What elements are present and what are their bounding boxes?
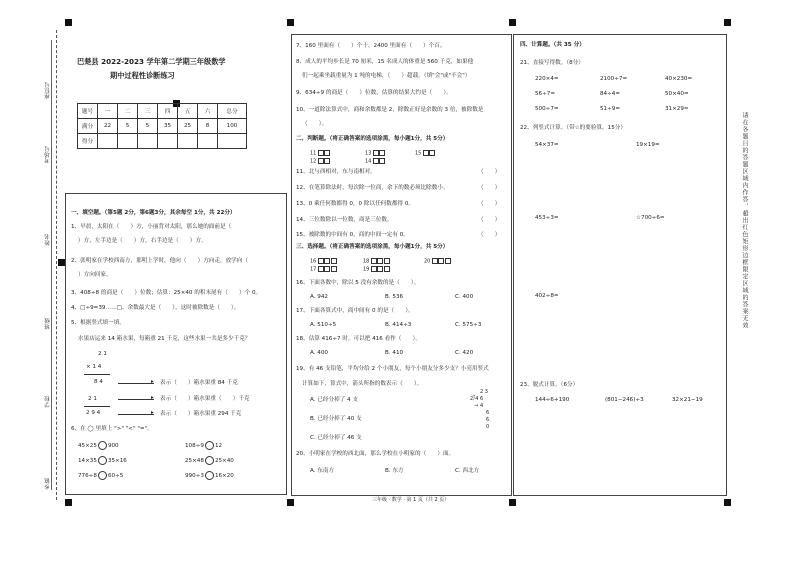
score-cell: 总分 [218, 104, 247, 119]
school-label: 学校 [45, 396, 51, 408]
bubble-box[interactable] [384, 266, 390, 272]
question-22: 22、列竖式计算。（带☆的要验算，15分） [520, 125, 626, 131]
section1-heading: 一、填空题。（第5题 2分，第6题3分，其余每空 1分，共 22分） [71, 210, 236, 216]
option: C. 已经分掉了 46 支 [310, 435, 362, 441]
judge-bracket: （ ） [478, 217, 501, 223]
bubble-box[interactable] [324, 150, 330, 156]
arrow-head-icon: ▸ [151, 410, 154, 416]
bubble-box[interactable] [377, 258, 383, 264]
compare-left: 108÷9 [185, 443, 204, 449]
bubble-box[interactable] [377, 266, 383, 272]
bubble-number: 15 [415, 150, 422, 157]
vertical-calc: ☆700÷6= [636, 215, 665, 221]
answer-bubbles[interactable] [318, 158, 331, 166]
compare-left: 25×48 [185, 458, 204, 464]
question-10b: （ ）。 [302, 121, 328, 127]
oral-calc: 500÷7= [535, 106, 559, 112]
score-cell: 满分 [78, 119, 98, 134]
question-9: 9、634÷9 的商是（ ）位数，估算的结果大约是（ ）。 [296, 90, 452, 96]
compare-circle[interactable] [205, 471, 214, 480]
question-19a: 19、有 46 支铅笔，平均分给 2 个小朋友，每个小朋友分多少支？小亮用竖式 [296, 366, 489, 372]
option: A. 已经分掉了 4 支 [310, 397, 358, 403]
compare-left: 14×35 [78, 458, 97, 464]
score-entry-cell[interactable] [138, 134, 158, 149]
score-entry-cell[interactable] [178, 134, 198, 149]
question-8a: 8、成人的平均步长是 70 厘米，15 名成人的体重是 560 千克，如果他 [296, 59, 474, 65]
question-1b: ）方，左手边是（ ）方，右手边是（ ）方。 [78, 238, 207, 244]
q5-calc-line: 2 9 4 [86, 410, 101, 416]
bubble-box[interactable] [423, 150, 429, 156]
compare-right: 25×40 [214, 458, 234, 464]
question-20: 20、小明家在学校的西北面，那么学校在小明家的（ ）面。 [296, 451, 455, 457]
question-5: 5、根据竖式填一填。 [71, 320, 125, 326]
section3-heading: 三、选择题。（将正确答案的选项涂黑，每小题1分，共 5分） [296, 244, 449, 250]
compare-row [185, 456, 234, 465]
score-cell: 六 [198, 104, 218, 119]
answer-bubbles[interactable] [318, 150, 331, 158]
score-cell: 五 [178, 104, 198, 119]
score-entry-cell[interactable] [158, 134, 178, 149]
compare-right: 16×20 [214, 473, 234, 479]
option: C. 420 [455, 350, 474, 356]
question-8b: 们一起乘坐载重量为 1 吨的电梯，（ ）超载。（填"会"或"不会"） [302, 73, 471, 79]
judge-bracket: （ ） [478, 232, 501, 238]
answer-area-note: 请在各题目的答题区域内作答，超出红色矩形边框限定区域的答案无效 [741, 112, 748, 329]
bubble-box[interactable] [324, 266, 330, 272]
bubble-box[interactable] [373, 158, 379, 164]
oral-calc: 2100÷7= [600, 76, 628, 82]
bubble-box[interactable] [384, 258, 390, 264]
answer-bubbles[interactable] [373, 158, 386, 166]
compare-circle[interactable] [205, 441, 214, 450]
bubble-number: 11 [310, 150, 317, 157]
q19-calc-line: 4 [480, 403, 484, 409]
compare-circle[interactable] [98, 441, 107, 450]
bubble-number: 17 [310, 266, 317, 273]
bubble-row [310, 158, 331, 166]
bubble-number: 14 [365, 158, 372, 165]
bubble-row [365, 158, 386, 166]
q5-label: 表示（ ）箱水果重 84 千克 [160, 380, 238, 386]
bubble-box[interactable] [318, 158, 324, 164]
q5-calc-line: 2 1 [98, 351, 107, 357]
seat-no-label: 座位号 [45, 82, 51, 99]
score-cell: 得分 [78, 134, 98, 149]
bubble-box[interactable] [318, 258, 324, 264]
q19-calc-line: 6 [486, 417, 490, 423]
score-entry-cell[interactable] [118, 134, 138, 149]
bubble-number: 18 [363, 258, 370, 265]
judge-item: 12、在笔算除法时，每次除一位商，余下的数必须比除数小。 [296, 185, 449, 191]
vertical-calc: 453÷3= [535, 215, 559, 221]
compare-circle[interactable] [98, 456, 107, 465]
question-2b: ）方向回家。 [78, 272, 112, 278]
question-18: 18、估算 416÷7 时，可以把 416 看作（ ）。 [296, 336, 421, 342]
option: B. 东方 [385, 468, 404, 474]
vertical-calc: 19×19= [636, 142, 660, 148]
judge-item: 15、被除数的中间有 0，商的中间一定有 0。 [296, 232, 409, 238]
answer-bubbles[interactable] [371, 266, 391, 274]
score-entry-cell[interactable] [218, 134, 247, 149]
question-7: 7、160 里面有（ ）个十，2400 里面有（ ）个百。 [296, 43, 446, 49]
oral-calc: 84÷4= [600, 91, 621, 97]
bubble-box[interactable] [371, 266, 377, 272]
bubble-row [415, 150, 436, 158]
exam-no-label: 考场号 [45, 146, 51, 163]
answer-bubbles[interactable] [432, 258, 452, 266]
answer-bubbles[interactable] [423, 150, 436, 158]
judge-bracket: （ ） [478, 169, 501, 175]
bubble-number: 19 [363, 266, 370, 273]
bubble-number: 13 [365, 150, 372, 157]
score-cell: 四 [158, 104, 178, 119]
score-cell: 100 [218, 119, 247, 134]
judge-item: 13、0 乘任何数都得 0，0 除以任何数都得 0。 [296, 201, 414, 207]
mixed-calc: 144÷6+190 [535, 397, 570, 403]
compare-left: 45×25 [78, 443, 97, 449]
alignment-mark [58, 259, 65, 266]
alignment-mark [724, 19, 731, 26]
answer-bubbles[interactable] [371, 258, 391, 266]
bubble-box[interactable] [371, 258, 377, 264]
mixed-calc: 32×21−19 [672, 397, 703, 403]
alignment-mark [287, 499, 294, 506]
bubble-box[interactable] [379, 150, 385, 156]
alignment-mark [724, 499, 731, 506]
q5-label: 表示（ ）箱水果重 294 千克 [160, 411, 242, 417]
option: A. 510÷5 [310, 322, 337, 328]
bubble-row [365, 150, 386, 158]
score-cell: 5 [138, 119, 158, 134]
answer-bubbles[interactable] [318, 258, 338, 266]
vertical-calc: 54×37= [535, 142, 559, 148]
right-panel-border [513, 34, 727, 496]
pointer-arrow-icon: → [474, 403, 479, 409]
township-label: 乡镇 [45, 478, 51, 490]
bubble-box[interactable] [324, 158, 330, 164]
judge-item: 14、三位数除以一位数，商是三位数。 [296, 217, 393, 223]
bubble-box[interactable] [331, 266, 337, 272]
oral-calc: 51÷9= [600, 106, 621, 112]
binding-field-line [51, 40, 52, 490]
bubble-row [424, 258, 451, 266]
bubble-box[interactable] [432, 258, 438, 264]
bubble-row [310, 266, 337, 274]
oral-calc: 40×230= [665, 76, 693, 82]
compare-row [78, 471, 123, 480]
answer-bubbles[interactable] [373, 150, 386, 158]
compare-circle[interactable] [205, 456, 214, 465]
option: A. 400 [310, 350, 328, 356]
compare-right: 35×16 [107, 458, 127, 464]
score-cell: 一 [98, 104, 118, 119]
oral-calc: 31×29≈ [665, 106, 689, 112]
mixed-calc: (801−246)÷3 [605, 397, 644, 403]
bubble-box[interactable] [438, 258, 444, 264]
alignment-mark [509, 19, 516, 26]
q19-calc-line: 2 3 [480, 389, 488, 395]
option: A. 942 [310, 294, 328, 300]
judge-item: 11、北与西相对，东与南相对。 [296, 169, 376, 175]
bubble-number: 20 [424, 258, 431, 265]
bubble-box[interactable] [379, 158, 385, 164]
score-entry-cell[interactable] [98, 134, 118, 149]
bubble-number: 16 [310, 258, 317, 265]
page-footer: 三年级 · 数学 · 第 1 页（共 2 页） [372, 497, 450, 503]
compare-row [185, 471, 234, 480]
arrow-head-icon: ▸ [151, 379, 154, 385]
score-cell: 22 [98, 119, 118, 134]
section2-heading: 二、判断题。（将正确答案的选项涂黑，每小题1分，共 5分） [296, 136, 449, 142]
score-table [77, 103, 247, 149]
page-title: 巴楚县 2022-2023 学年第二学期三年级数学 [77, 57, 226, 66]
question-6: 6、在 ◯ 里填上 ">" "<" "="。 [71, 426, 153, 432]
judge-bracket: （ ） [478, 201, 501, 207]
q5-calc-rule [84, 374, 110, 375]
question-1a: 1、早晨，太阳在（ ）方，小丽背对太阳，那么她的面前是（ [71, 224, 232, 230]
q5-calc-line: × 1 4 [86, 364, 102, 370]
bubble-row [363, 266, 390, 274]
bubble-box[interactable] [429, 150, 435, 156]
option: C. 400 [455, 294, 474, 300]
option: B. 536 [385, 294, 404, 300]
score-cell: 题号 [78, 104, 98, 119]
option: B. 414÷3 [385, 322, 412, 328]
q5-calc-rule [84, 406, 110, 407]
q19-calc-line: 2⟌4 6 [470, 396, 484, 402]
option: B. 410 [385, 350, 404, 356]
oral-calc: 56÷7= [535, 91, 556, 97]
page-subtitle: 期中过程性诊断练习 [110, 71, 175, 80]
question-4: 4、□÷9=39……□，余数最大是（ ），这时被除数是（ ）。 [71, 305, 240, 311]
option: C. 西北方 [455, 468, 480, 474]
bubble-number: 12 [310, 158, 317, 165]
question-5-text: 水果店运来 14 箱水果，每箱重 21 千克，这些水果一共是多少千克？ [78, 336, 251, 342]
compare-left: 776÷8 [78, 473, 97, 479]
question-10a: 10、一道除法算式中，商和余数都是 2，除数正好是余数的 3 倍，被除数是 [296, 107, 484, 113]
arrow-head-icon: ▸ [151, 395, 154, 401]
bubble-box[interactable] [445, 258, 451, 264]
arrow-line [118, 414, 154, 415]
section4-heading: 四、计算题。（共 35 分） [520, 42, 585, 48]
bubble-row [363, 258, 390, 266]
alignment-mark [509, 499, 516, 506]
q19-calc-line: 6 [486, 410, 490, 416]
q5-calc-line: 2 1 [88, 396, 97, 402]
bubble-row [310, 258, 337, 266]
score-cell: 8 [198, 119, 218, 134]
binding-line [56, 30, 57, 500]
question-16: 16、下面各数中，除以 5 没有余数的是（ ）。 [296, 280, 420, 286]
bubble-row [310, 150, 331, 158]
question-2a: 2、张明家在学校西南方，那明上学时，他向（ ）方向走，放学向（ [71, 258, 248, 264]
alignment-mark [287, 19, 294, 26]
bubble-box[interactable] [331, 258, 337, 264]
arrow-line [118, 399, 154, 400]
score-cell: 三 [138, 104, 158, 119]
option: C. 575÷3 [455, 322, 482, 328]
alignment-mark [65, 499, 72, 506]
compare-row [78, 441, 119, 450]
score-cell: 25 [178, 119, 198, 134]
compare-right: 60÷5 [107, 473, 124, 479]
question-17: 17、下面各算式中，商中间有 0 的是（ ）。 [296, 308, 414, 314]
oral-calc: 220×4= [535, 76, 559, 82]
compare-right: 12 [214, 443, 223, 449]
compare-right: 900 [107, 443, 119, 449]
vertical-calc: 402÷8= [535, 293, 559, 299]
q5-calc-line: 8 4 [94, 379, 103, 385]
compare-row [78, 456, 127, 465]
score-cell: 35 [158, 119, 178, 134]
q5-label: 表示（ ）箱水果重（ ）千克 [160, 396, 250, 402]
name-label: 姓名 [45, 234, 51, 246]
score-cell: 5 [118, 119, 138, 134]
compare-left: 990÷3 [185, 473, 204, 479]
class-label: 班级 [45, 318, 51, 330]
bubble-box[interactable] [318, 150, 324, 156]
question-23: 23、脱式计算。（6分） [520, 382, 579, 388]
judge-bracket: （ ） [478, 185, 501, 191]
bubble-box[interactable] [373, 150, 379, 156]
answer-bubbles[interactable] [318, 266, 338, 274]
oral-calc: 50×40= [665, 91, 689, 97]
question-3: 3、408÷8 的商是（ ）位数；估算：25×40 的积末尾有（ ）个 0。 [71, 290, 262, 296]
bubble-box[interactable] [324, 258, 330, 264]
compare-row [185, 441, 222, 450]
question-19b: 计算如下，算式中，箭头所指的数表示（ ）。 [302, 381, 423, 387]
score-cell: 二 [118, 104, 138, 119]
arrow-line [118, 383, 154, 384]
compare-circle[interactable] [98, 471, 107, 480]
bubble-box[interactable] [318, 266, 324, 272]
q19-calc-line: 0 [486, 424, 490, 430]
alignment-mark [65, 19, 72, 26]
option: A. 东南方 [310, 468, 335, 474]
score-entry-cell[interactable] [198, 134, 218, 149]
option: B. 已经分掉了 40 支 [310, 416, 362, 422]
question-21: 21、直接写得数。（8分） [520, 60, 584, 66]
